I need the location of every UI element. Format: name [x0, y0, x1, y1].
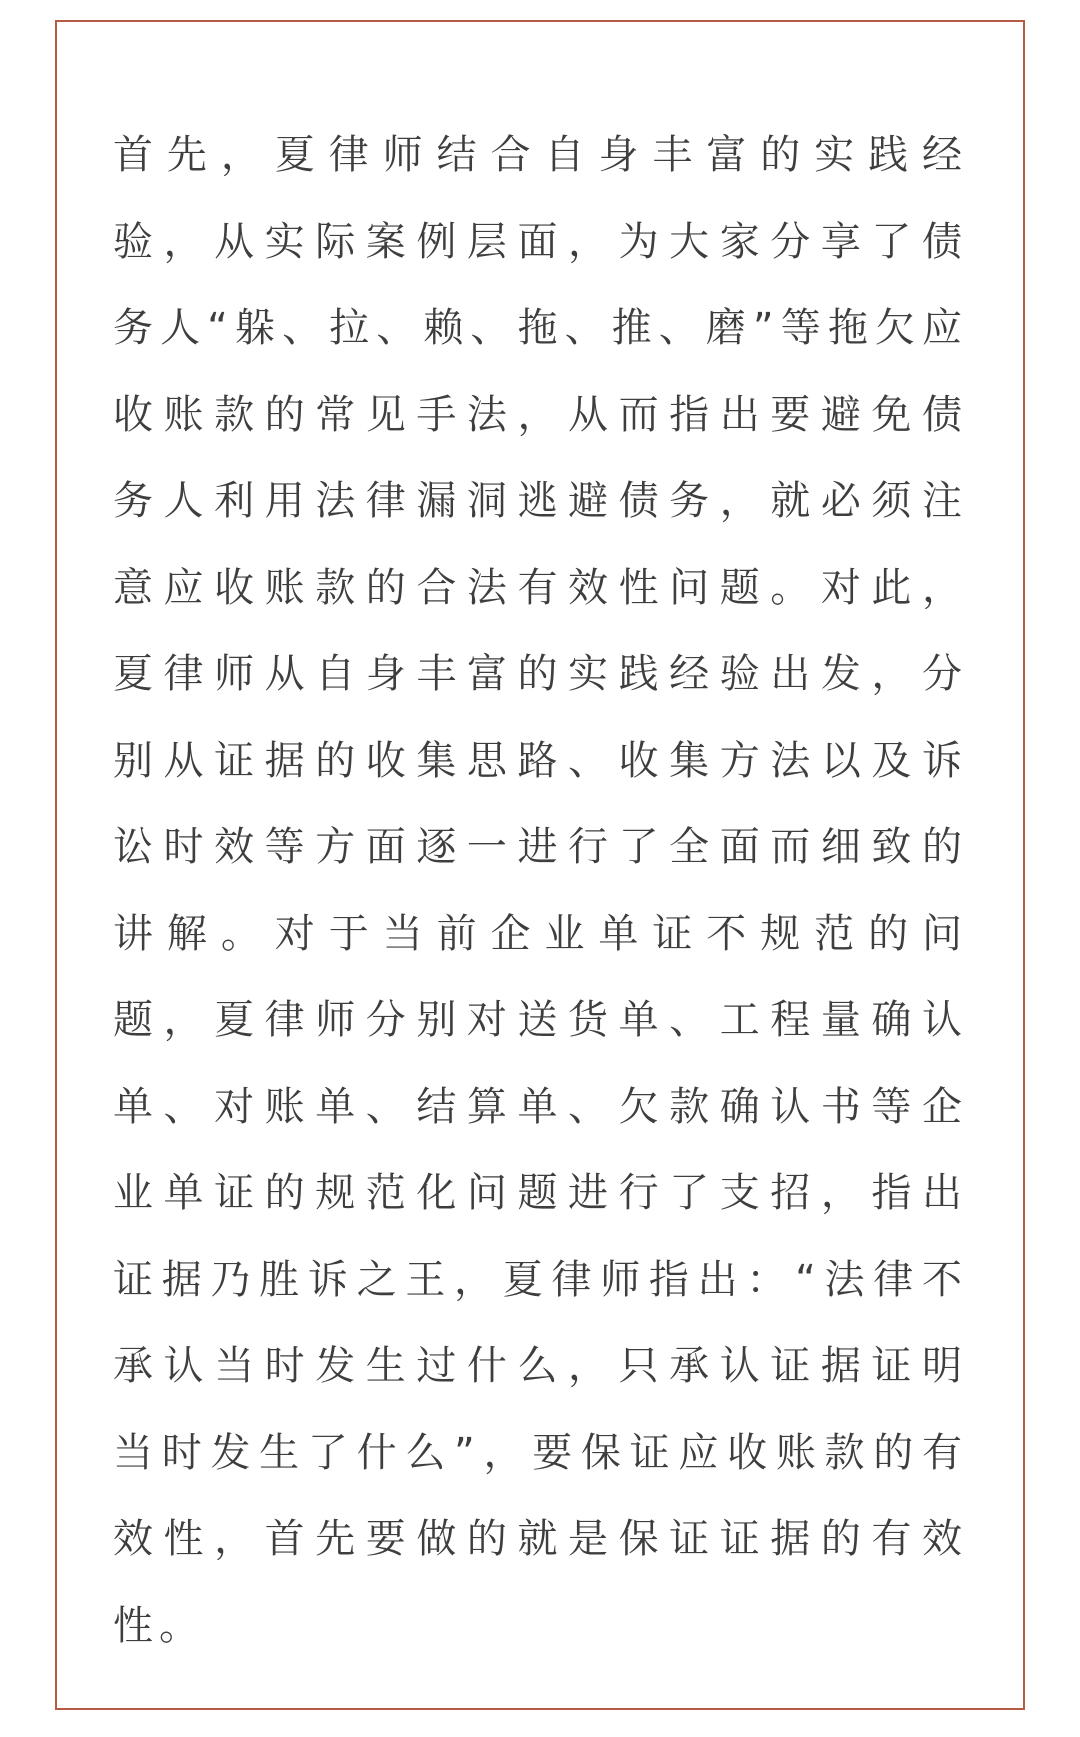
- article-line: 收账款的常见手法，从而指出要避免债: [113, 391, 968, 438]
- article-line: 别从证据的收集思路、收集方法以及诉: [113, 737, 968, 784]
- article-line: 效性，首先要做的就是保证证据的有效: [113, 1516, 968, 1562]
- article-body: [113, 112, 968, 1669]
- article-line: 讲解。对于当前企业单证不规范的问: [113, 910, 968, 957]
- article-line: 业单证的规范化问题进行了支招，指出: [113, 1170, 968, 1216]
- article-line: 当时发生了什么”，要保证应收账款的有: [113, 1429, 968, 1476]
- article-line-final: 性。: [113, 1602, 205, 1649]
- article-line: 承认当时发生过什么，只承认证据证明: [113, 1343, 968, 1389]
- article-line: 意应收账款的合法有效性问题。对此，: [113, 564, 968, 611]
- article-line: 务人“躲、拉、赖、拖、推、磨”等拖欠应: [113, 305, 968, 351]
- article-line: 务人利用法律漏洞逃避债务，就必须注: [113, 478, 968, 524]
- article-line: 讼时效等方面逐一进行了全面而细致的: [113, 824, 968, 870]
- article-line: 夏律师从自身丰富的实践经验出发，分: [113, 651, 968, 697]
- article-line: 题，夏律师分别对送货单、工程量确认: [113, 997, 968, 1043]
- article-line: 证据乃胜诉之王，夏律师指出：“法律不: [113, 1256, 968, 1303]
- article-line: 单、对账单、结算单、欠款确认书等企: [113, 1083, 968, 1130]
- article-line: 验，从实际案例层面，为大家分享了债: [113, 218, 968, 265]
- article-line: 首先，夏律师结合自身丰富的实践经: [113, 132, 968, 178]
